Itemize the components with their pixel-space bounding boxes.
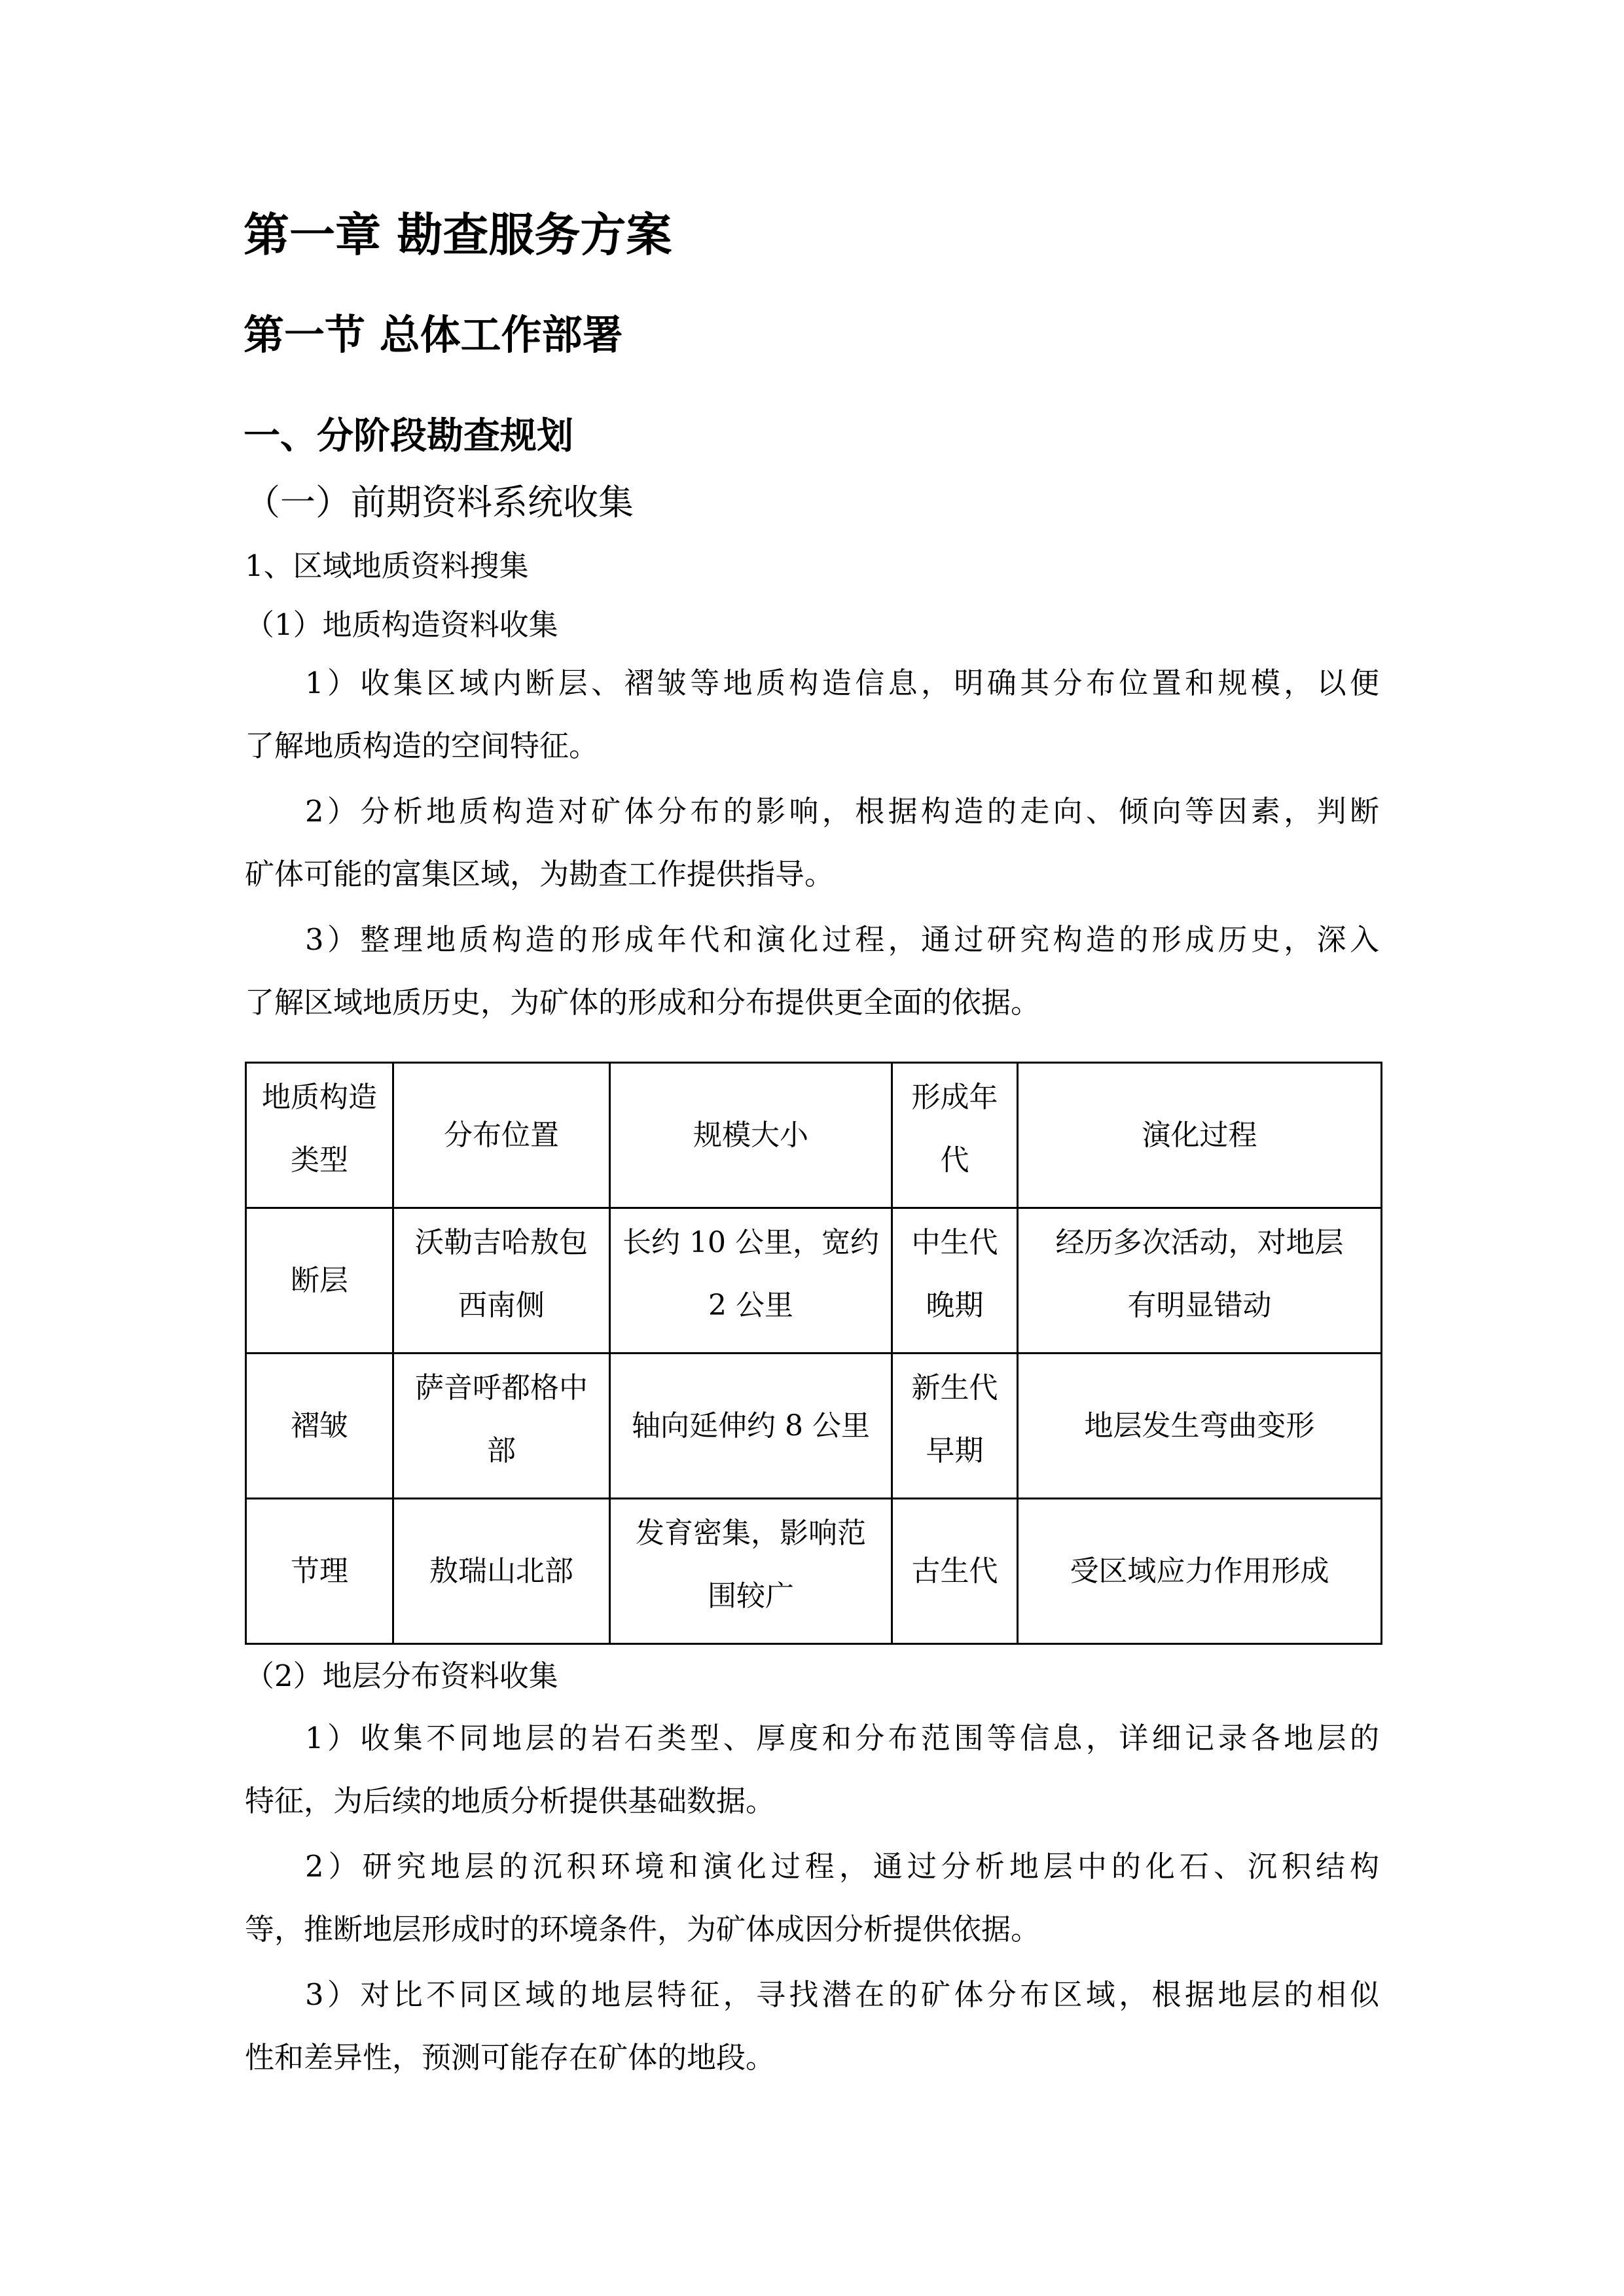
cell-location: 萨音呼都格中 部 — [393, 1354, 610, 1499]
cell-scale: 轴向延伸约 8 公里 — [610, 1354, 892, 1499]
paragraph-line: 矿体可能的富集区域，为勘查工作提供指导。 — [245, 857, 835, 891]
table-row — [246, 1499, 1382, 1644]
paragraph-line: 了解地质构造的空间特征。 — [245, 728, 599, 763]
heading-level-3: 1、区域地质资料搜集 — [245, 548, 529, 583]
cell-location: 敖瑞山北部 — [393, 1499, 610, 1644]
paragraph-line: 1）收集区域内断层、褶皱等地质构造信息，明确其分布位置和规模，以便 — [305, 666, 1379, 700]
header-cell-evolution: 演化过程 — [1018, 1063, 1382, 1208]
table-row — [246, 1354, 1382, 1499]
header-cell-type: 地质构造 类型 — [246, 1063, 393, 1208]
cell-evolution: 经历多次活动，对地层 有明显错动 — [1018, 1208, 1382, 1354]
paragraph-line: 特征，为后续的地质分析提供基础数据。 — [245, 1784, 776, 1818]
chapter-title: 第一章 勘查服务方案 — [244, 208, 672, 262]
heading-level-1: 一、分阶段勘查规划 — [244, 415, 573, 457]
cell-scale: 长约 10 公里，宽约 2 公里 — [610, 1208, 892, 1354]
cell-type: 断层 — [246, 1208, 393, 1354]
paragraph-line: 了解区域地质历史，为矿体的形成和分布提供更全面的依据。 — [245, 985, 1041, 1020]
paragraph-line: 2）研究地层的沉积环境和演化过程，通过分析地层中的化石、沉积结构 — [305, 1849, 1379, 1884]
table-row — [246, 1208, 1382, 1354]
cell-type: 节理 — [246, 1499, 393, 1644]
table-header-row — [246, 1063, 1382, 1208]
cell-evolution: 受区域应力作用形成 — [1018, 1499, 1382, 1644]
cell-age: 古生代 — [892, 1499, 1018, 1644]
paragraph-line: 1）收集不同地层的岩石类型、厚度和分布范围等信息，详细记录各地层的 — [305, 1721, 1379, 1755]
header-cell-scale: 规模大小 — [610, 1063, 892, 1208]
paragraph-line: 性和差异性，预测可能存在矿体的地段。 — [245, 2040, 776, 2075]
cell-scale: 发育密集，影响范 围较广 — [610, 1499, 892, 1644]
header-cell-age: 形成年 代 — [892, 1063, 1018, 1208]
cell-evolution: 地层发生弯曲变形 — [1018, 1354, 1382, 1499]
cell-age: 新生代 早期 — [892, 1354, 1018, 1499]
paragraph-line: 3）整理地质构造的形成年代和演化过程，通过研究构造的形成历史，深入 — [305, 922, 1379, 957]
cell-location: 沃勒吉哈敖包 西南侧 — [393, 1208, 610, 1354]
paragraph-line: 3）对比不同区域的地层特征，寻找潜在的矿体分布区域，根据地层的相似 — [305, 1977, 1379, 2012]
geologic-structure-table — [245, 1062, 1382, 1645]
header-cell-location: 分布位置 — [393, 1063, 610, 1208]
cell-age: 中生代 晚期 — [892, 1208, 1018, 1354]
subsection-title-strata: （2）地层分布资料收集 — [245, 1659, 558, 1693]
paragraph-line: 等，推断地层形成时的环境条件，为矿体成因分析提供依据。 — [245, 1912, 1041, 1946]
cell-type: 褶皱 — [246, 1354, 393, 1499]
paragraph-line: 2）分析地质构造对矿体分布的影响，根据构造的走向、倾向等因素，判断 — [305, 794, 1379, 829]
heading-level-2: （一）前期资料系统收集 — [245, 482, 634, 523]
section-title: 第一节 总体工作部署 — [244, 311, 623, 359]
subsection-title-structure: （1）地质构造资料收集 — [245, 607, 558, 642]
